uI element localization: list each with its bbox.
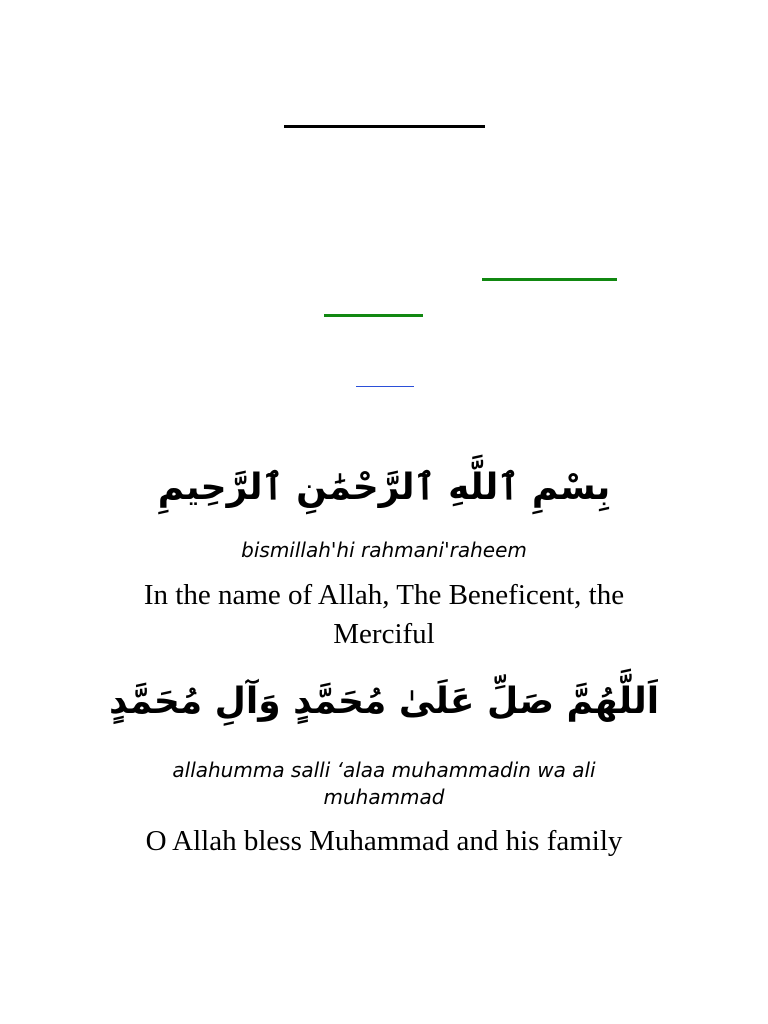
salawat-transliteration-line-1: allahumma salli ‘alaa muhammadin wa ali (172, 758, 596, 782)
basmala-transliteration: bismillah'hi rahmani'raheem (241, 538, 527, 562)
basmala-translation-line-1: In the name of Allah, The Beneficent, the (143, 579, 625, 611)
link-underline-green-1[interactable] (482, 278, 617, 281)
basmala-translation-line-2: Merciful (333, 618, 435, 650)
title-underline (284, 125, 485, 128)
salawat-arabic: اَللَّهُمَّ صَلِّ عَلَىٰ مُحَمَّدٍ وَآلِ مُحَمَّدٍ (108, 681, 660, 722)
link-underline-green-2[interactable] (324, 314, 423, 317)
link-underline-blue[interactable] (356, 386, 414, 387)
salawat-translation: O Allah bless Muhammad and his family (145, 825, 623, 857)
basmala-arabic: بِسْمِ ٱللَّهِ ٱلرَّحْمَٰنِ ٱلرَّحِيمِ (157, 467, 611, 508)
salawat-transliteration-line-2: muhammad (323, 785, 445, 809)
